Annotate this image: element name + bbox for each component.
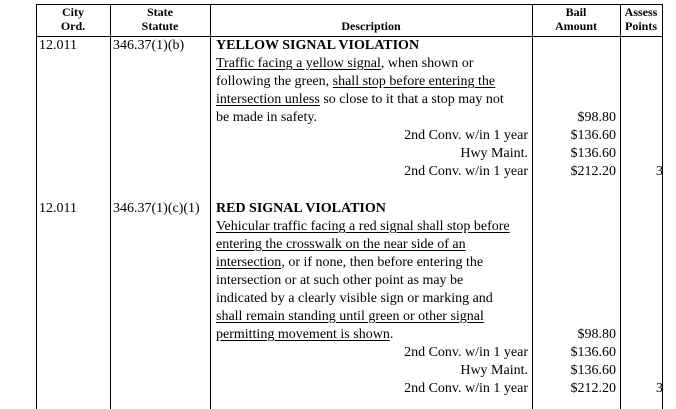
description-segment: intersection: [216, 255, 282, 270]
row2-title: RED SIGNAL VIOLATION: [216, 201, 386, 216]
header-bail-amount: [532, 5, 620, 33]
description-line: [216, 308, 510, 326]
description-line: [216, 91, 504, 109]
fine-row: [212, 362, 618, 380]
row2-fines: [212, 326, 618, 398]
fine-row: [212, 344, 618, 362]
col-divider-statute: [110, 4, 111, 409]
fine-label: 2nd Conv. w/in 1 year: [404, 345, 528, 360]
fine-amount: $212.20: [570, 164, 616, 179]
row2-city-ord: 12.011: [39, 201, 77, 216]
fine-amount: $212.20: [570, 381, 616, 396]
description-segment: , or if none, then before entering the: [281, 255, 484, 270]
fine-amount: $136.60: [570, 128, 616, 143]
header-bail-amount-line2: Amount: [554, 19, 597, 33]
row1-fines: [212, 109, 618, 181]
header-assess-points-line2: Points: [624, 19, 657, 33]
header-assess-points: [620, 5, 662, 33]
col-divider-right: [662, 4, 663, 409]
description-segment: Vehicular traffic facing a red signal shall stop before: [216, 219, 510, 234]
description-segment: indicated by a clearly visible sign or marking and: [216, 291, 493, 306]
header-state-statute: [110, 5, 210, 33]
fine-amount: $136.60: [570, 345, 616, 360]
fine-amount: $136.60: [570, 146, 616, 161]
description-line: [216, 236, 510, 254]
fine-row: [212, 109, 618, 127]
row1-title: YELLOW SIGNAL VIOLATION: [216, 38, 420, 53]
fine-row: [212, 145, 618, 163]
description-segment: intersection unless: [216, 92, 320, 107]
description-line: [216, 254, 510, 272]
header-city-ord: [36, 5, 110, 33]
fine-row: [212, 163, 618, 181]
header-state-statute-line1: State: [147, 5, 173, 19]
description-segment: .: [389, 327, 394, 342]
description-line: [216, 272, 510, 290]
header-city-ord-line2: Ord.: [60, 19, 86, 33]
fine-amount: $136.60: [570, 363, 616, 378]
header-city-ord-line1: City: [62, 5, 84, 19]
row2-points: 3: [656, 381, 663, 396]
description-segment: so close to it that a stop may not: [319, 92, 504, 107]
description-segment: shall remain standing until green or other signal: [216, 309, 484, 324]
fine-label: 2nd Conv. w/in 1 year: [404, 128, 528, 143]
description-line: [216, 73, 504, 91]
header-description: Description: [341, 19, 401, 33]
fine-row: [212, 127, 618, 145]
header-assess-points-line1: Assess: [624, 5, 658, 19]
col-divider-description: [210, 4, 211, 409]
description-segment: shall stop before entering the: [332, 74, 496, 89]
col-divider-left: [36, 4, 37, 409]
row2-statute: 346.37(1)(c)(1): [113, 201, 200, 216]
description-segment: Traffic facing a yellow signal: [216, 56, 381, 71]
description-line: [216, 218, 510, 236]
description-segment: intersection or at such other point as may be: [216, 273, 464, 288]
header-state-statute-line2: Statute: [141, 19, 179, 33]
fine-label: 2nd Conv. w/in 1 year: [404, 164, 528, 179]
fine-amount: $98.80: [577, 110, 616, 125]
description-segment: be made in safety.: [216, 110, 317, 125]
header-bail-amount-line1: Bail: [565, 5, 587, 19]
fine-row: [212, 380, 618, 398]
fine-label: 2nd Conv. w/in 1 year: [404, 381, 528, 396]
row1-statute: 346.37(1)(b): [113, 38, 185, 53]
description-line: [216, 55, 504, 73]
description-segment: following the green,: [216, 74, 333, 89]
fine-amount: $98.80: [577, 327, 616, 342]
row1-city-ord: 12.011: [39, 38, 77, 53]
description-segment: , when shown or: [380, 56, 474, 71]
col-divider-points: [620, 4, 621, 409]
description-segment: permitting movement is shown: [216, 327, 390, 342]
row1-points: 3: [656, 164, 663, 179]
fine-label: Hwy Maint.: [460, 363, 528, 378]
description-segment: entering the crosswalk on the near side of an: [216, 237, 466, 252]
fine-label: Hwy Maint.: [460, 146, 528, 161]
fine-row: [212, 326, 618, 344]
description-line: [216, 290, 510, 308]
